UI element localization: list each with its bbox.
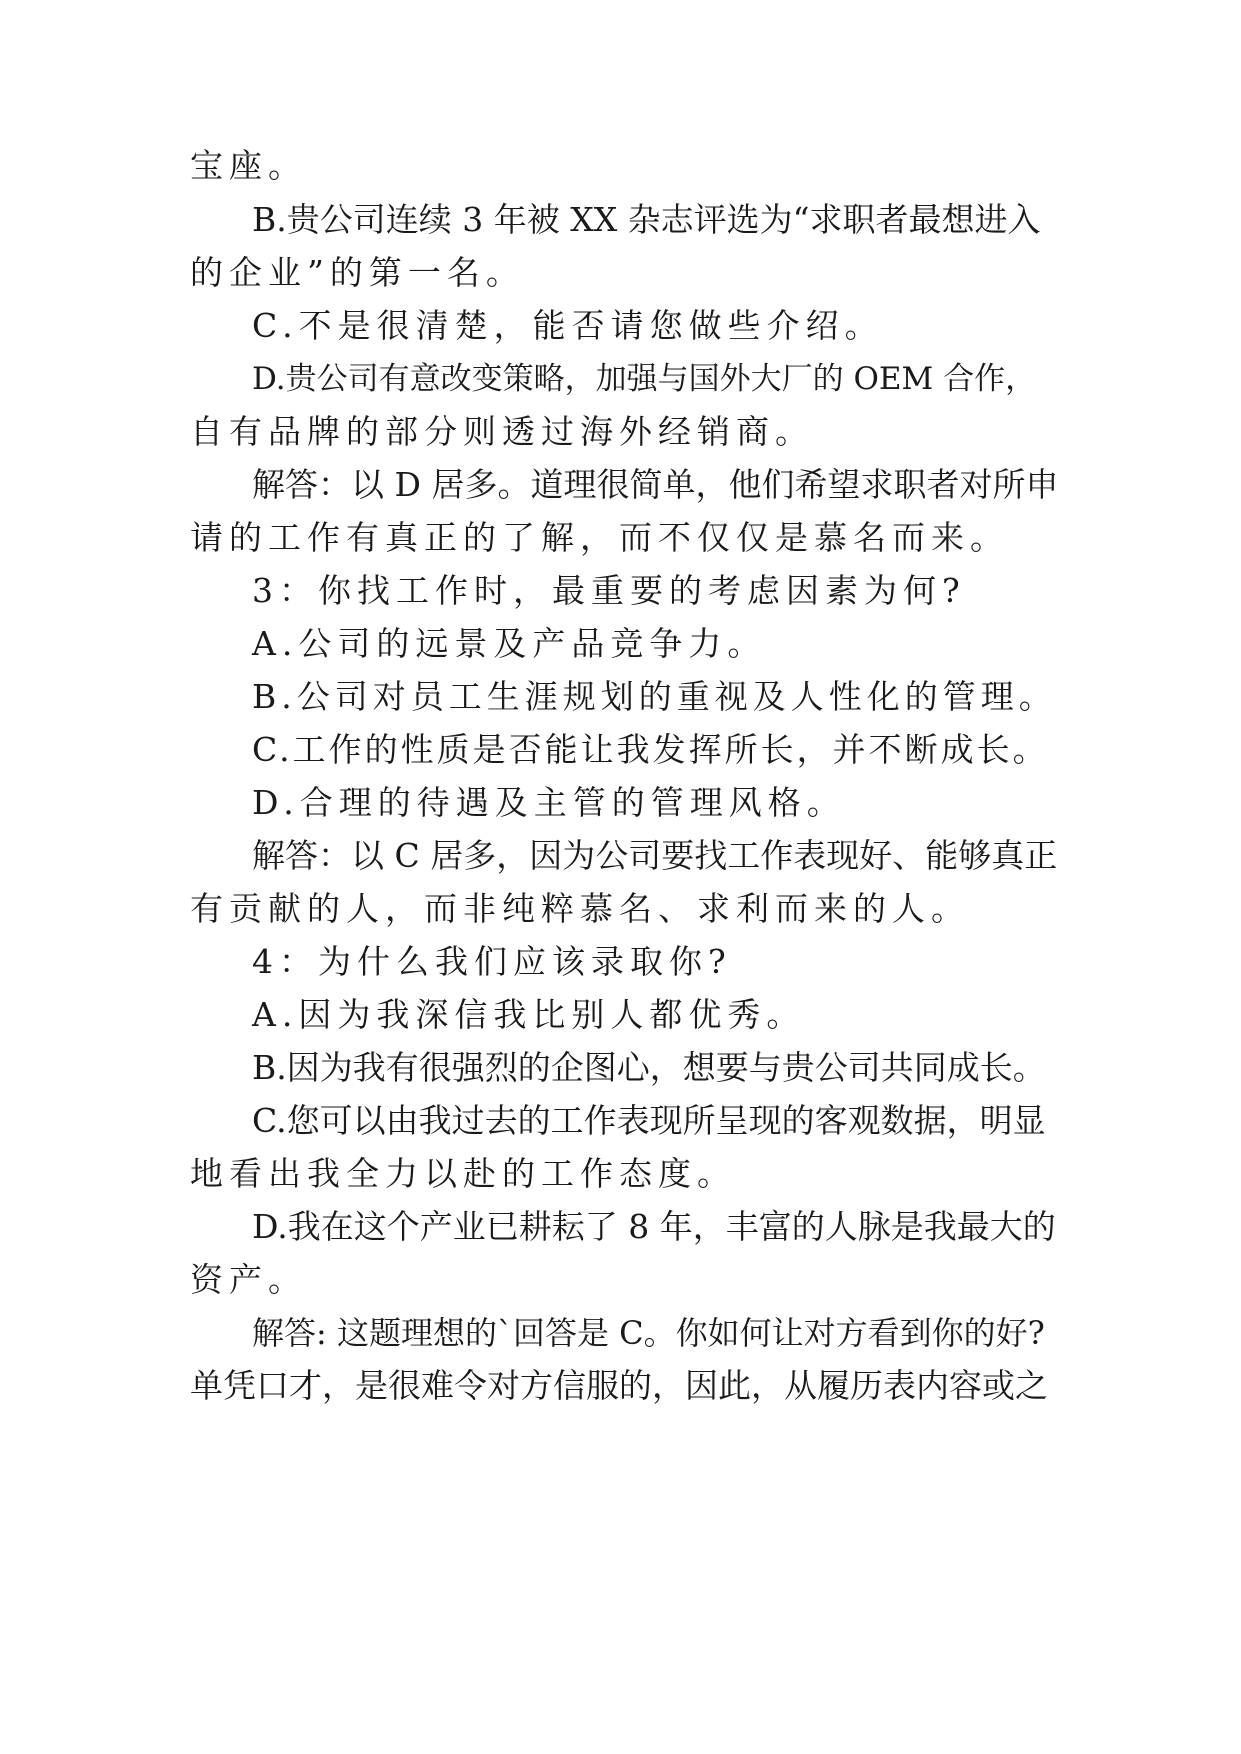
text-line: 3：你找工作时，最重要的考虑因素为何? [252, 571, 966, 610]
text-line: 有贡献的人，而非纯粹慕名、求利而来的人。 [190, 889, 970, 928]
text-line: 解答：以 D 居多。道理很简单，他们希望求职者对所申 [252, 465, 1059, 504]
text-line: 4：为什么我们应该录取你? [252, 942, 732, 981]
text-line: 资产。 [190, 1260, 307, 1299]
text-line: B.公司对员工生涯规划的重视及人性化的管理。 [252, 677, 1057, 716]
text-line: 单凭口才，是很难令对方信服的，因此，从履历表内容或之 [190, 1366, 1048, 1405]
text-line: C.不是很清楚，能否请您做些介绍。 [252, 306, 884, 345]
text-line: D.贵公司有意改变策略，加强与国外大厂的 OEM 合作， [252, 361, 1037, 397]
text-line: A.公司的远景及产品竞争力。 [252, 624, 767, 663]
text-line: 的企业”的第一名。 [190, 253, 525, 292]
text-line: A.因为我深信我比别人都优秀。 [252, 995, 806, 1034]
text-line: B.因为我有很强烈的企图心，想要与贵公司共同成长。 [252, 1048, 1046, 1087]
text-line: C.您可以由我过去的工作表现所呈现的客观数据，明显 [252, 1101, 1046, 1140]
text-line: 解答: 这题理想的`回答是 C。你如何让对方看到你的好? [252, 1314, 1045, 1352]
text-line: 请的工作有真正的了解，而不仅仅是慕名而来。 [190, 518, 1009, 557]
text-line: 解答：以 C 居多，因为公司要找工作表现好、能够真正 [252, 836, 1058, 875]
text-line: 自有品牌的部分则透过海外经销商。 [190, 412, 814, 451]
text-line: 宝座。 [190, 146, 307, 185]
text-line: D.我在这个产业已耕耘了 8 年，丰富的人脉是我最大的 [252, 1207, 1056, 1246]
text-line: C.工作的性质是否能让我发挥所长，并不断成长。 [252, 730, 1049, 769]
text-line: 地看出我全力以赴的工作态度。 [190, 1154, 736, 1193]
text-line: D.合理的待遇及主管的管理风格。 [252, 783, 846, 822]
text-line: B.贵公司连续 3 年被 XX 杂志评选为“求职者最想进入 [252, 200, 1041, 239]
